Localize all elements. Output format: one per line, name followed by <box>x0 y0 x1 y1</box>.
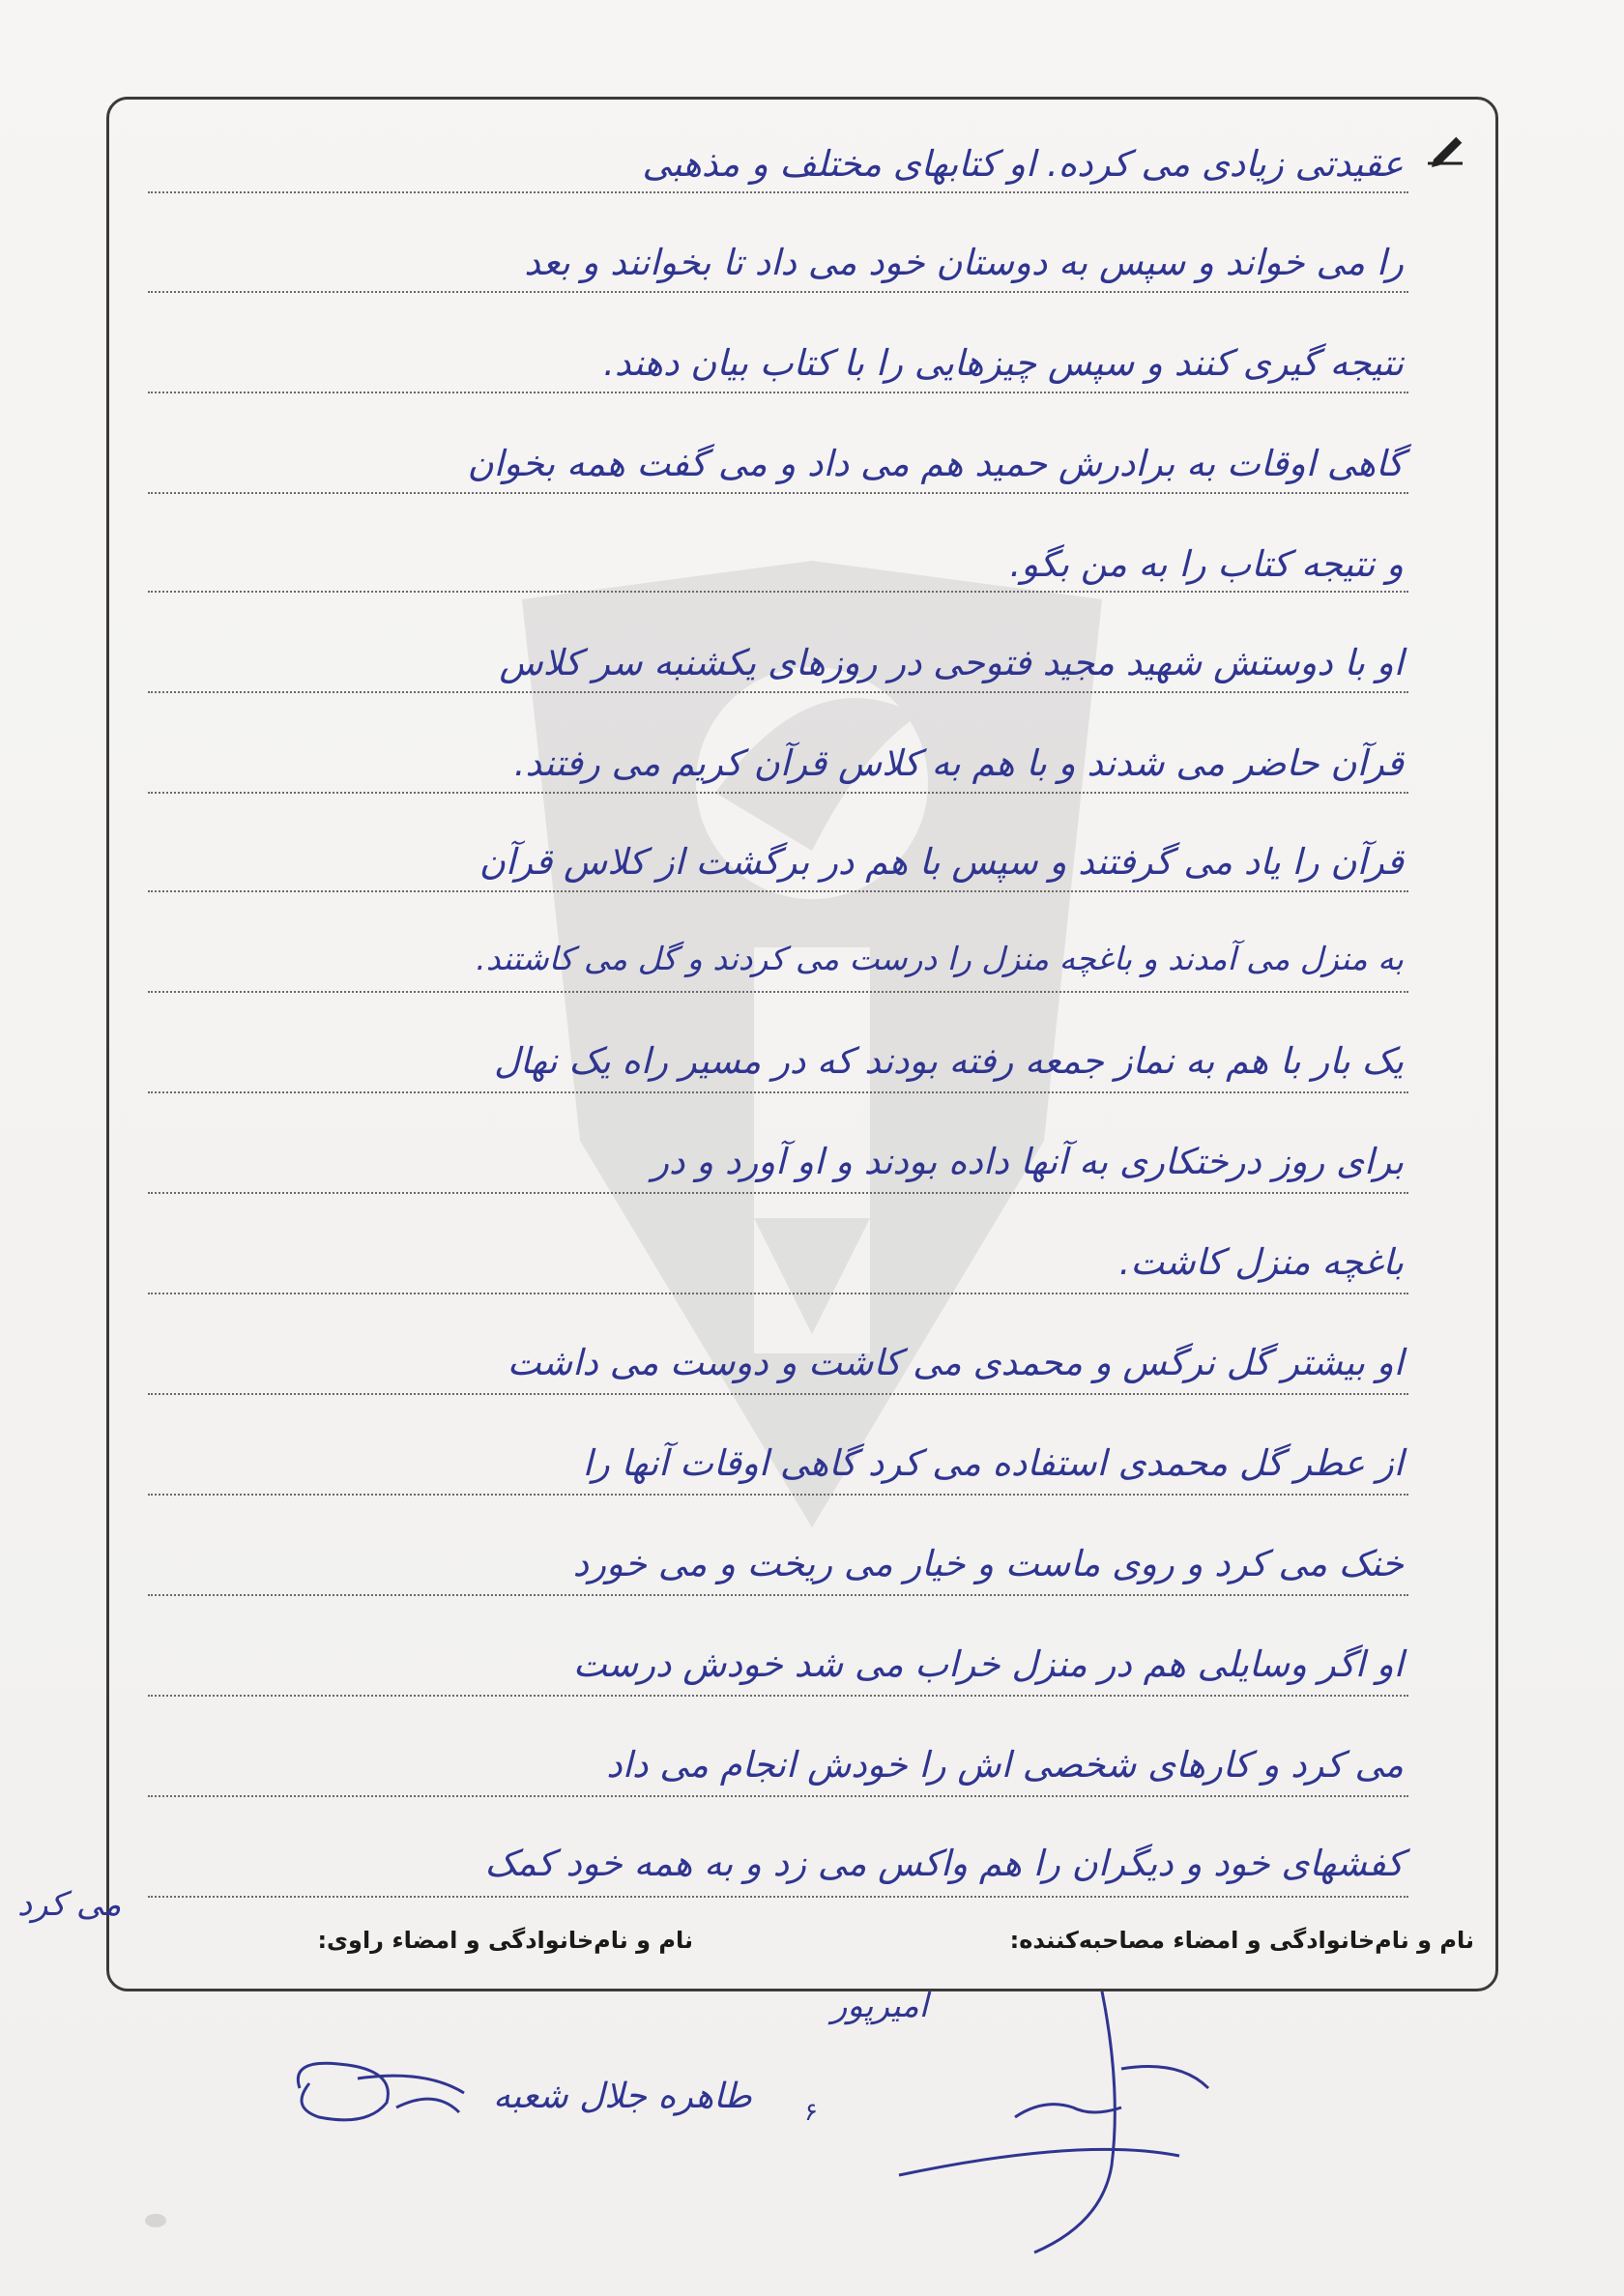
handwritten-line: باغچه منزل کاشت. <box>1118 1241 1404 1283</box>
page-number: ۶ <box>804 2098 818 2127</box>
handwritten-line: را می خواند و سپس به دوستان خود می داد تا بخوانند و بعد <box>524 242 1404 283</box>
handwritten-line: از عطر گل محمدی استفاده می کرد گاهی اوقات آنها را <box>582 1442 1404 1484</box>
handwritten-line: گاهی اوقات به برادرش حمید هم می داد و می گفت همه بخوان <box>467 443 1404 484</box>
interviewer-signature: امیرپور <box>831 1987 929 2025</box>
interviewer-label: نام و نام‌خانوادگی و امضاء مصاحبه‌کننده: <box>1009 1927 1474 1954</box>
handwritten-line: عقیدتی زیادی می کرده. او کتابهای مختلف و مذهبی <box>642 143 1404 185</box>
ruled-line <box>148 991 1408 993</box>
ruled-line <box>148 591 1408 593</box>
handwritten-line: برای روز درختکاری به آنها داده بودند و او آورد و در <box>652 1141 1404 1182</box>
handwritten-line: و نتیجه کتاب را به من بگو. <box>1009 543 1404 585</box>
ruled-line <box>148 1695 1408 1697</box>
ruled-line <box>148 1494 1408 1496</box>
handwritten-line: نتیجه گیری کنند و سپس چیزهایی را با کتاب بیان دهند. <box>603 342 1404 384</box>
ruled-line <box>148 792 1408 794</box>
ruled-line <box>148 1594 1408 1596</box>
pen-writing-icon <box>1424 131 1468 169</box>
ruled-line <box>148 1091 1408 1093</box>
ruled-line <box>148 1896 1408 1898</box>
ruled-line <box>148 492 1408 494</box>
ruled-line <box>148 1192 1408 1194</box>
narrator-name: طاهره جلال شعبه <box>493 2077 752 2116</box>
ruled-line <box>148 691 1408 693</box>
ruled-line <box>148 191 1408 193</box>
ruled-line <box>148 1795 1408 1797</box>
margin-note: می کرد <box>17 1885 122 1924</box>
narrator-label: نام و نام‌خانوادگی و امضاء راوی: <box>317 1927 693 1954</box>
ruled-line <box>148 1393 1408 1395</box>
form-footer <box>109 1919 1495 1967</box>
handwritten-line: او بیشتر گل نرگس و محمدی می کاشت و دوست می داشت <box>507 1342 1404 1383</box>
handwritten-line: خنک می کرد و روی ماست و خیار می ریخت و می خورد <box>572 1543 1404 1584</box>
interview-form-frame <box>106 97 1498 1991</box>
handwritten-line: به منزل می آمدند و باغچه منزل را درست می کردند و گل می کاشتند. <box>476 940 1404 977</box>
ruled-line <box>148 291 1408 293</box>
handwritten-line: قرآن را یاد می گرفتند و سپس با هم در برگشت از کلاس قرآن <box>478 841 1404 883</box>
narrator-signature <box>280 2049 474 2136</box>
handwritten-line: او اگر وسایلی هم در منزل خراب می شد خودش درست <box>572 1643 1404 1685</box>
handwritten-line: او با دوستش شهید مجید فتوحی در روزهای یکشنبه سر کلاس <box>499 642 1404 683</box>
paper-smudge <box>145 2214 166 2227</box>
handwritten-line: می کرد و کارهای شخصی اش را خودش انجام می داد <box>606 1744 1404 1786</box>
handwritten-line: قرآن حاضر می شدند و با هم به کلاس قرآن کریم می رفتند. <box>513 742 1404 784</box>
ruled-line <box>148 1293 1408 1294</box>
handwritten-line: کفشهای خود و دیگران را هم واکس می زد و به همه خود کمک <box>484 1843 1404 1884</box>
ruled-line <box>148 392 1408 393</box>
interviewer-bottom-signature <box>889 1972 1237 2262</box>
handwritten-line: یک بار با هم به نماز جمعه رفته بودند که در مسیر راه یک نهال <box>494 1040 1404 1082</box>
ruled-line <box>148 890 1408 892</box>
